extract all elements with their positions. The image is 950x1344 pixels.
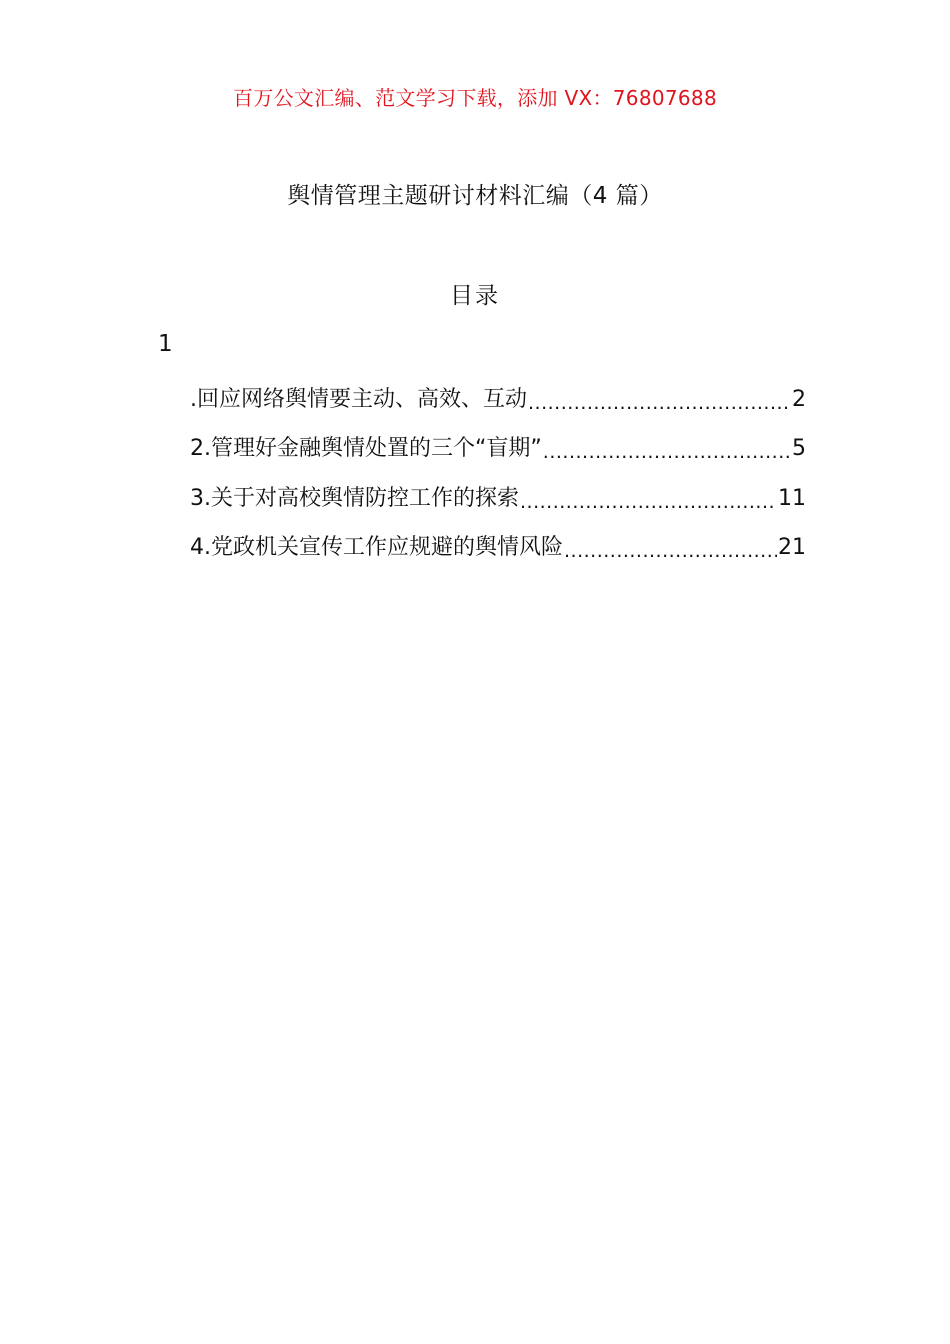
- toc-dot-leader: [543, 439, 791, 465]
- toc-entry-4[interactable]: [190, 527, 806, 577]
- toc-entry-page: 5: [792, 436, 806, 461]
- toc-entry-3[interactable]: [190, 477, 806, 527]
- toc-entry-1[interactable]: [190, 378, 806, 428]
- table-of-contents: [190, 378, 806, 576]
- toc-entry-label: 4.党政机关宣传工作应规避的舆情风险: [190, 535, 563, 560]
- header-banner: 百万公文汇编、范文学习下载，添加 VX：76807688: [233, 86, 717, 110]
- toc-entry-2[interactable]: [190, 428, 806, 478]
- toc-entry-page: 21: [778, 535, 806, 560]
- toc-heading: 目录: [450, 283, 500, 309]
- document-title: 舆情管理主题研讨材料汇编（4 篇）: [287, 183, 663, 209]
- toc-entry-page: 2: [792, 386, 806, 412]
- toc-entry-label: 2.管理好金融舆情处置的三个“盲期”: [190, 436, 542, 461]
- toc-entry-label: 3.关于对高校舆情防控工作的探索: [190, 485, 519, 511]
- toc-dot-leader: [564, 538, 777, 564]
- toc-entry-page: 11: [778, 485, 806, 511]
- toc-dot-leader: [528, 390, 791, 416]
- toc-dot-leader: [520, 489, 777, 515]
- toc-lead-number: 1: [158, 331, 173, 357]
- toc-entry-label: .回应网络舆情要主动、高效、互动: [190, 386, 527, 412]
